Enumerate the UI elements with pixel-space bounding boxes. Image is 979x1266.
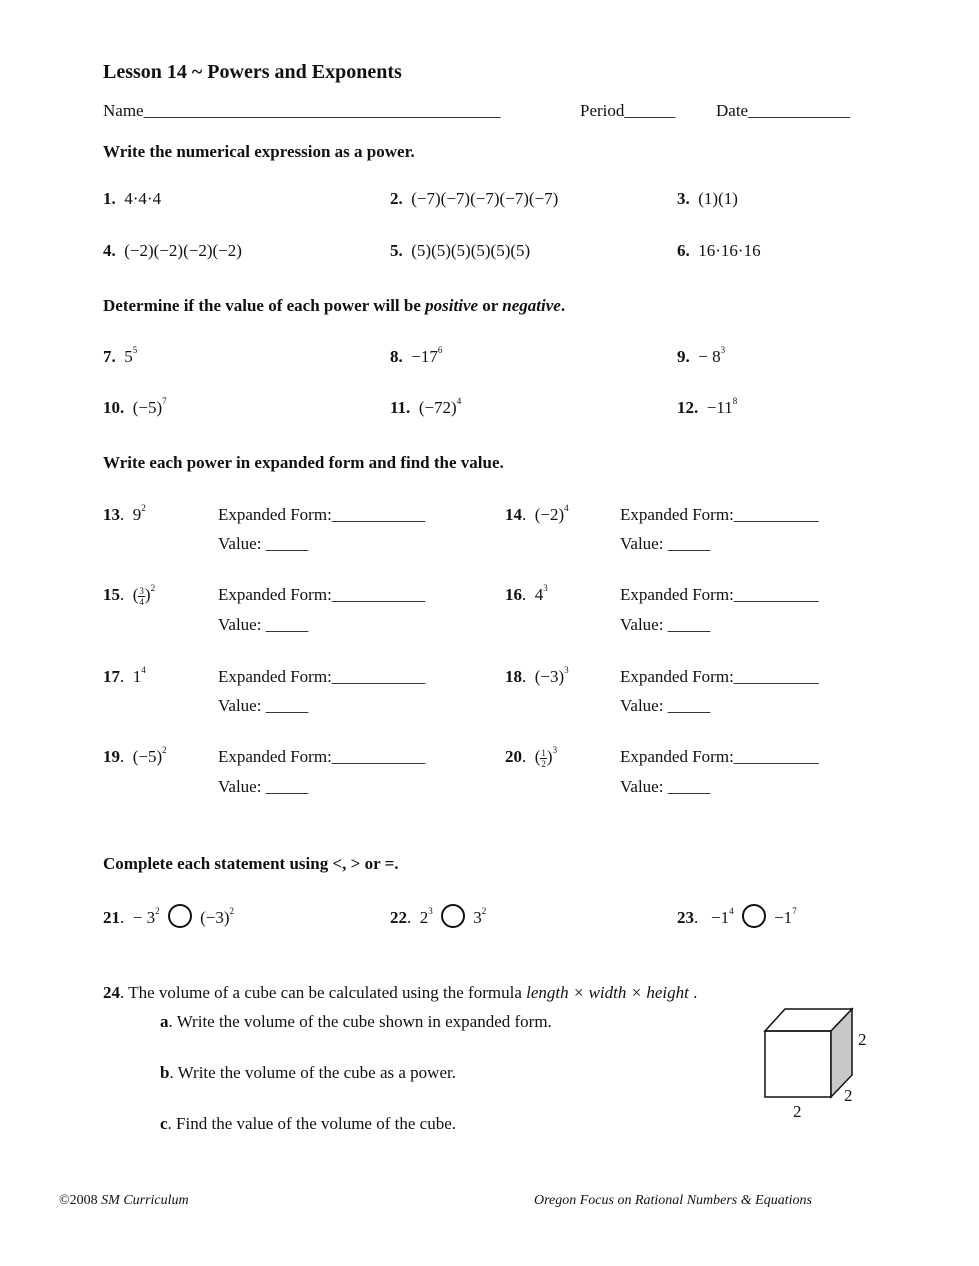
problem-13: 13. $9^2$ [103,503,146,524]
expanded-form-18[interactable]: Expanded Form:__________ [620,667,819,686]
fraction-3-4: $\frac{3}{4}$ [139,586,144,607]
name-line: __________________________________________ [143,101,501,120]
problem-9: 9. − $8^3$ [677,345,726,366]
value-19[interactable]: Value: _____ [218,777,309,796]
problem-17: 17. $1^4$ [103,665,146,686]
problem-8: 8. $-17^6$ [390,345,443,366]
section2-instruction: Determine if the value of each power will be positive or negative. [103,296,566,315]
problem-3: 3. (1)(1) [677,189,738,208]
date-field[interactable] [716,101,850,121]
problem-5: 5. (5)(5)(5)(5)(5)(5) [390,241,531,260]
comparison-circle-21[interactable] [168,904,192,928]
value-15[interactable]: Value: _____ [218,615,309,634]
problem-24: 24. The volume of a cube can be calculated using the formula length × width × height . [103,983,698,1002]
problem-6: 6. 16·16·16 [677,241,761,260]
problem-19: 19. $(-5)^2$ [103,745,167,766]
problem-12: 12. $-11^8$ [677,396,738,417]
value-20[interactable]: Value: _____ [620,777,711,796]
expanded-form-20[interactable]: Expanded Form:__________ [620,747,819,766]
footer-copyright: ©2008 SM Curriculum [59,1193,189,1208]
problem-7: 7. $5^5$ [103,345,138,366]
section4-instruction: Complete each statement using <, > or =. [103,854,399,873]
comparison-circle-23[interactable] [742,904,766,928]
expanded-form-16[interactable]: Expanded Form:__________ [620,585,819,604]
problem-15: 15. ( $\frac{3}{4}$ )$^2$ [103,583,156,607]
problem-20: 20. ( $\frac{1}{2}$ )$^3$ [505,745,558,769]
problem-18: 18. $(-3)^3$ [505,665,569,686]
problem-1: 1. 4·4·4 [103,189,162,208]
problem-10: 10. $(-5)^7$ [103,396,167,417]
problem-23: 23. $-1^4 -1^7$ [677,906,797,927]
cube-label-width: 2 [793,1102,802,1121]
fraction-1-2: $\frac{1}{2}$ [541,748,546,769]
cube-front-face [765,1031,831,1097]
name-label: Name [103,101,144,120]
problem-21: 21. − $3^2$ $(-3)^2$ [103,906,235,927]
problem-24a: a. Write the volume of the cube shown in expanded form. [160,1012,552,1031]
value-14[interactable]: Value: _____ [620,534,711,553]
period-line: ______ [624,101,676,120]
problem-4: 4. (−2)(−2)(−2)(−2) [103,241,242,260]
name-field[interactable] [103,101,501,121]
expanded-form-14[interactable]: Expanded Form:__________ [620,505,819,524]
section3-instruction: Write each power in expanded form and find the value. [103,453,504,472]
cube-diagram [755,1000,875,1130]
value-18[interactable]: Value: _____ [620,696,711,715]
problem-24c: c. Find the value of the volume of the cube. [160,1114,456,1133]
problem-11: 11. $(-72)^4$ [390,396,462,417]
expanded-form-17[interactable]: Expanded Form:___________ [218,667,426,686]
problem-22: 22. $2^3$ $3^2$ [390,906,487,927]
problem-24b: b. Write the volume of the cube as a power. [160,1063,456,1082]
date-line: ____________ [748,101,851,120]
comparison-circle-22[interactable] [441,904,465,928]
expanded-form-13[interactable]: Expanded Form:___________ [218,505,426,524]
page-title: Lesson 14 ~ Powers and Exponents [103,61,402,83]
expanded-form-19[interactable]: Expanded Form:___________ [218,747,426,766]
problem-2: 2. (−7)(−7)(−7)(−7)(−7) [390,189,559,208]
expanded-form-15[interactable]: Expanded Form:___________ [218,585,426,604]
cube-label-depth: 2 [844,1086,853,1105]
value-16[interactable]: Value: _____ [620,615,711,634]
period-label: Period [580,101,625,120]
date-label: Date [716,101,749,120]
period-field[interactable] [580,101,675,121]
cube-label-height: 2 [858,1030,867,1049]
cube-side-face [831,1009,852,1097]
value-13[interactable]: Value: _____ [218,534,309,553]
footer-book-title: Oregon Focus on Rational Numbers & Equations [534,1193,812,1208]
section1-instruction: Write the numerical expression as a power. [103,142,415,161]
value-17[interactable]: Value: _____ [218,696,309,715]
problem-16: 16. $4^3$ [505,583,548,604]
problem-14: 14. $(-2)^4$ [505,503,569,524]
